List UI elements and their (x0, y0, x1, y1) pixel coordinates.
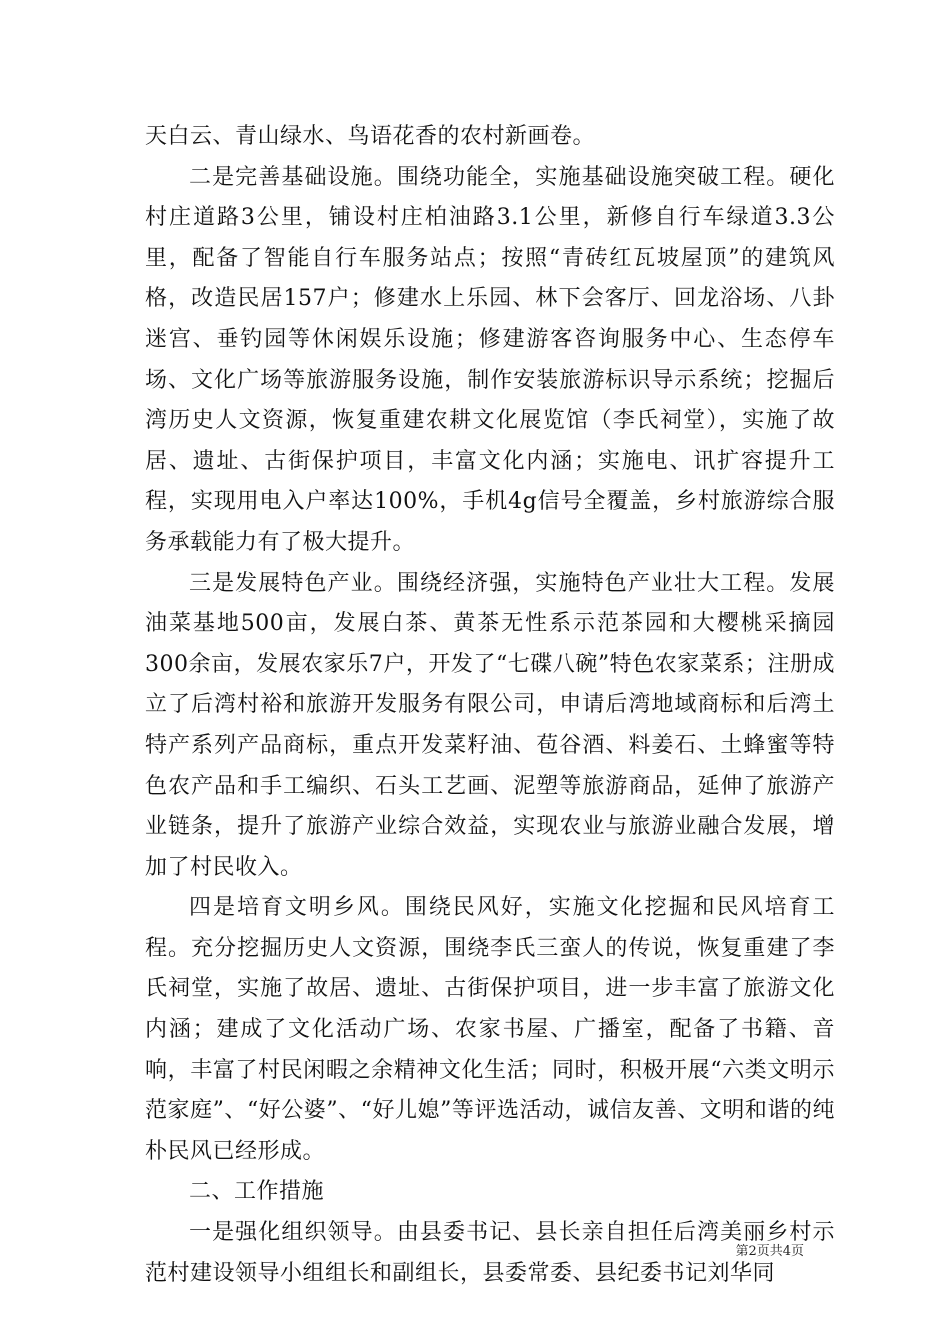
document-body (145, 117, 835, 1294)
page-number: 第2页共4页 (735, 1244, 804, 1259)
section-heading-measures: 二、工作措施 (189, 1179, 325, 1205)
paragraph-infrastructure: 二是完善基础设施。围绕功能全，实施基础设施突破工程。硬化村庄道路3公里，铺设村庄柏油路3.1公里，新修自行车绿道3.3公里，配备了智能自行车服务站点；按照“青砖红瓦坡屋顶”的建筑风格，改造民居157户；修建水上乐园、林下会客厅、回龙浴场、八卦迷宫、垂钓园等休闲娱乐设施；修建游客咨询服务中心、生态停车场、文化广场等旅游服务设施，制作安装旅游标识导示系统；挖掘后湾历史人文资源，恢复重建农耕文化展览馆（李氏祠堂），实施了故居、遗址、古街保护项目，丰富文化内涵；实施电、讯扩容提升工程，实现用电入户率达100%，手机4g信号全覆盖，乡村旅游综合服务承载能力有了极大提升。 (145, 164, 835, 555)
paragraph-civilization: 四是培育文明乡风。围绕民风好，实施文化挖掘和民风培育工程。充分挖掘历史人文资源，围绕李氏三蛮人的传说，恢复重建了李氏祠堂，实施了故居、遗址、古街保护项目，进一步丰富了旅游文化内涵；建成了文化活动广场、农家书屋、广播室，配备了书籍、音响，丰富了村民闲暇之余精神文化生活；同时，积极开展“六类文明示范家庭”、“好公婆”、“好儿媳”等评选活动，诚信友善、文明和谐的纯朴民风已经形成。 (145, 895, 835, 1164)
paragraph-continuation: 天白云、青山绿水、鸟语花香的农村新画卷。 (145, 124, 596, 149)
paragraph-leadership: 一是强化组织领导。由县委书记、县长亲自担任后湾美丽乡村示范村建设领导小组组长和副组长，县委常委、县纪委书记刘华同 (145, 1220, 835, 1286)
paragraph-industry: 三是发展特色产业。围绕经济强，实施特色产业壮大工程。发展油菜基地500亩，发展白茶、黄茶无性系示范茶园和大樱桃采摘园300余亩，发展农家乐7户，开发了“七碟八碗”特色农家菜系；注册成立了后湾村裕和旅游开发服务有限公司，申请后湾地域商标和后湾土特产系列产品商标，重点开发菜籽油、苞谷酒、料姜石、土蜂蜜等特色农产品和手工编织、石头工艺画、泥塑等旅游商品，延伸了旅游产业链条，提升了旅游产业综合效益，实现农业与旅游业融合发展，增加了村民收入。 (145, 570, 835, 880)
